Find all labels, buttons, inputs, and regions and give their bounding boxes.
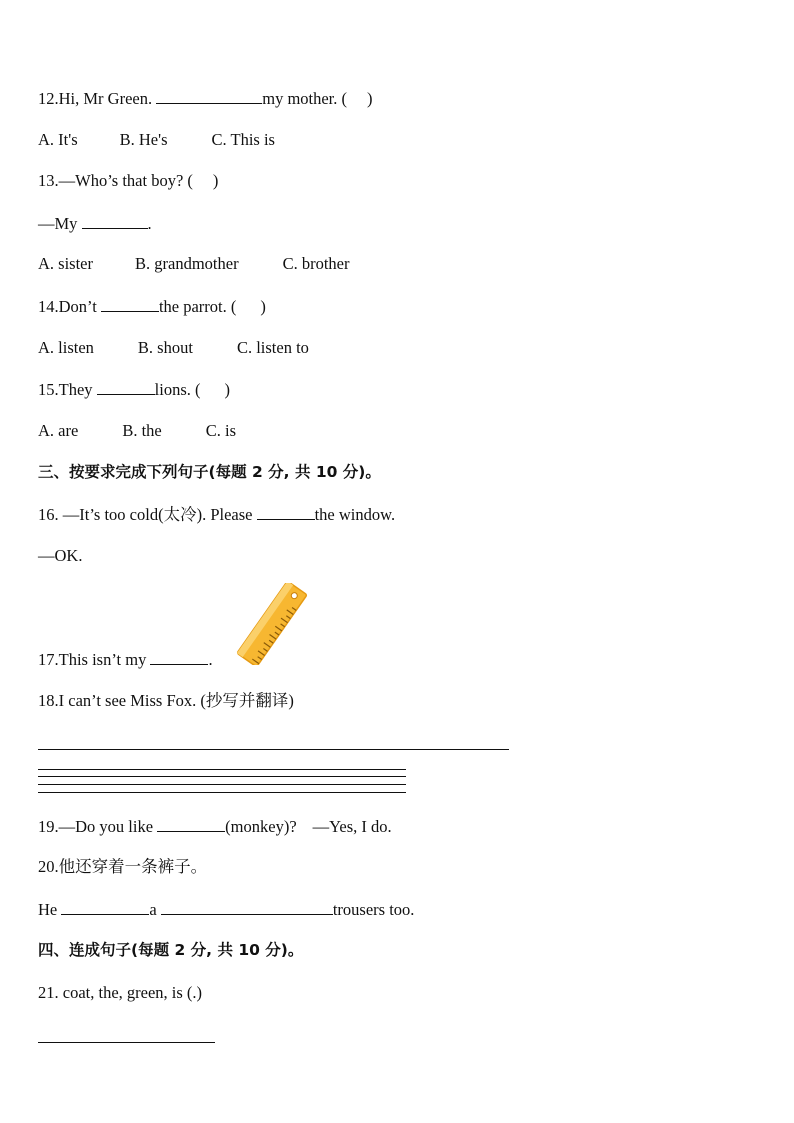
q16-reply: —OK. (38, 546, 83, 565)
q13-prompt: 13.—Who’s that boy? ( (38, 171, 193, 190)
q16-suffix: the window. (314, 505, 396, 524)
q13-option-c[interactable]: C. brother (282, 254, 350, 273)
q18-answer-line[interactable] (38, 776, 406, 777)
q15-option-c[interactable]: C. is (205, 421, 236, 440)
q14-prefix: 14.Don’t (38, 297, 101, 316)
q15-blank[interactable] (97, 379, 155, 395)
q14-blank[interactable] (101, 296, 159, 312)
q15-option-a[interactable]: A. are (38, 421, 79, 440)
section-3-heading: 三、按要求完成下列句子(每题 2 分, 共 10 分)。 (38, 463, 381, 481)
section-4-heading: 四、连成句子(每题 2 分, 共 10 分)。 (38, 941, 304, 959)
q21-answer-line[interactable] (38, 1042, 215, 1043)
q14-option-b[interactable]: B. shout (137, 338, 193, 357)
q19-blank[interactable] (157, 816, 225, 832)
q15-close: ) (224, 380, 230, 399)
q13-option-b[interactable]: B. grandmother (135, 254, 239, 273)
q16-blank[interactable] (257, 504, 315, 520)
q13-answer-prefix: —My (38, 214, 82, 233)
q18-answer-line[interactable] (38, 769, 406, 770)
q12-options (38, 130, 275, 150)
q17-blank[interactable] (150, 649, 208, 665)
q12-option-c[interactable]: C. This is (211, 130, 275, 149)
q20-blank-2[interactable] (161, 899, 333, 915)
q14-options (38, 338, 309, 358)
q19-question (38, 816, 392, 837)
q19-prefix: 19.—Do you like (38, 817, 158, 836)
q15-suffix: lions. ( (154, 380, 201, 399)
q20-prefix: He (38, 900, 62, 919)
q13-options (38, 254, 349, 274)
q13-option-a[interactable]: A. sister (38, 254, 93, 273)
q17-prefix: 17.This isn’t my (38, 650, 151, 669)
q12-close: ) (367, 89, 373, 108)
q20-chinese: 20.他还穿着一条裤子。 (38, 857, 208, 876)
q20-mid: a (149, 900, 161, 919)
q19-suffix: (monkey)? (225, 817, 297, 836)
q12-option-b[interactable]: B. He's (119, 130, 168, 149)
q13-answer (38, 213, 152, 234)
q13-close: ) (212, 171, 219, 190)
q12-blank[interactable] (156, 88, 262, 104)
q20-suffix: trousers too. (332, 900, 415, 919)
q12-suffix: my mother. ( (262, 89, 348, 108)
q14-option-a[interactable]: A. listen (38, 338, 94, 357)
q19-reply: —Yes, I do. (312, 817, 392, 836)
q12-prefix: 12.Hi, Mr Green. (38, 89, 157, 108)
q12-question (38, 88, 373, 109)
q18-answer-line[interactable] (38, 792, 406, 793)
q16-question (38, 504, 395, 525)
q16-prefix: 16. —It’s too cold(太冷). Please (38, 505, 257, 524)
q20-english (38, 899, 414, 920)
q18-answer-line[interactable] (38, 749, 509, 750)
q12-option-a[interactable]: A. It's (38, 130, 78, 149)
ruler-icon (236, 583, 308, 665)
q13-question (38, 171, 218, 191)
q14-option-c[interactable]: C. listen to (236, 338, 309, 357)
q18-answer-line[interactable] (38, 784, 406, 785)
q14-close: ) (260, 297, 266, 316)
q15-options (38, 421, 236, 441)
q15-prefix: 15.They (38, 380, 97, 399)
q17-suffix: . (208, 650, 213, 669)
q14-question (38, 296, 266, 317)
q18-question: 18.I can’t see Miss Fox. (抄写并翻译) (38, 691, 294, 710)
q14-suffix: the parrot. ( (158, 297, 237, 316)
q13-answer-suffix: . (147, 214, 152, 233)
q17-question (38, 649, 213, 670)
q13-blank[interactable] (82, 213, 148, 229)
q15-option-b[interactable]: B. the (122, 421, 162, 440)
q15-question (38, 379, 230, 400)
q21-prompt: 21. coat, the, green, is (.) (38, 983, 203, 1002)
q20-blank-1[interactable] (61, 899, 149, 915)
